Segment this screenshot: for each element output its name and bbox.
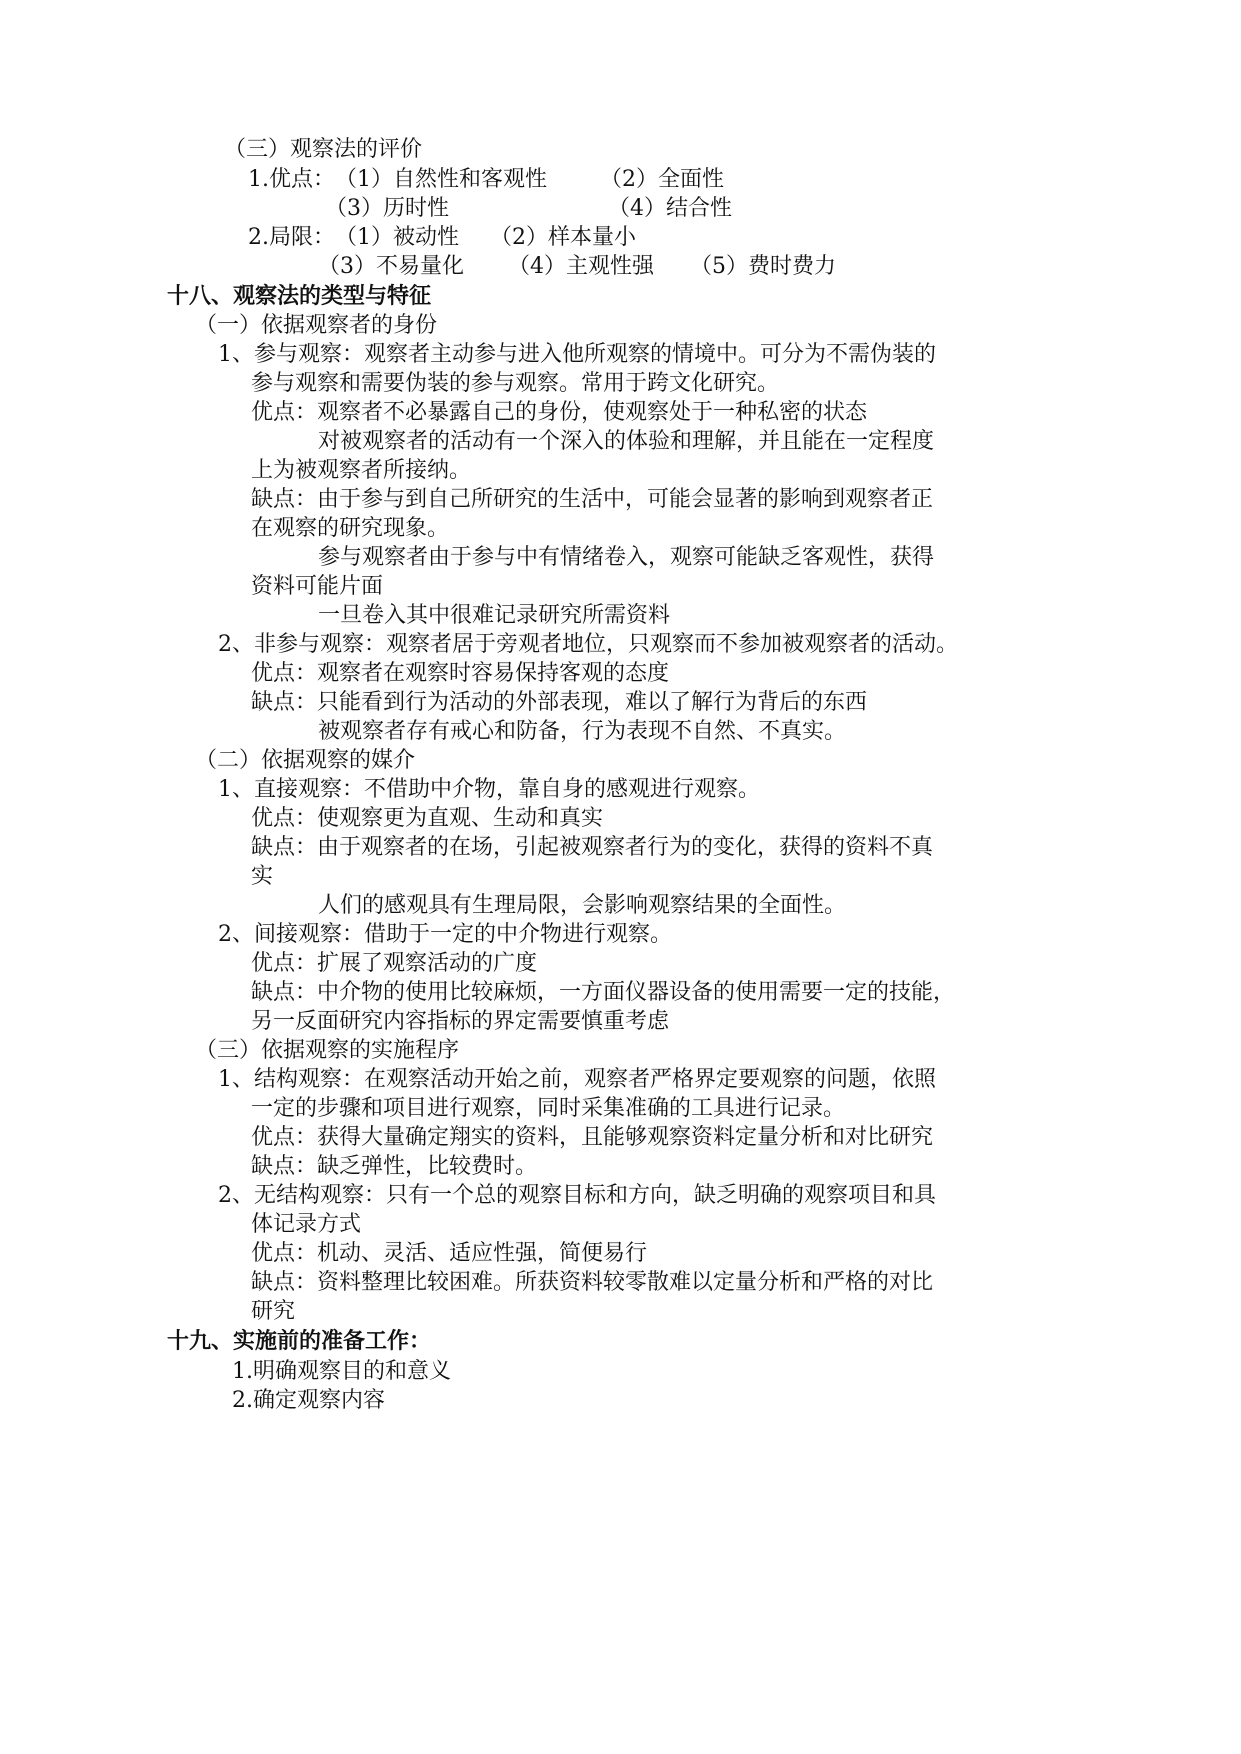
merits-label: 1.优点： xyxy=(248,167,335,192)
disadvantage-line: 资料可能片面 xyxy=(251,574,384,599)
advantage-line: 优点：获得大量确定翔实的资料，且能够观察资料定量分析和对比研究 xyxy=(251,1125,934,1150)
limits-row-1 xyxy=(248,222,459,254)
list-item: 1.明确观察目的和意义 xyxy=(232,1359,451,1384)
paragraph-line: 一定的步骤和项目进行观察，同时采集准确的工具进行记录。 xyxy=(251,1096,846,1121)
paragraph-line: 2、非参与观察：观察者居于旁观者地位，只观察而不参加被观察者的活动。 xyxy=(218,632,958,657)
paragraph-line: 2、间接观察：借助于一定的中介物进行观察。 xyxy=(218,922,672,947)
limit-item: （4）主观性强 xyxy=(508,254,654,279)
disadvantage-line: 人们的感观具有生理局限，会影响观察结果的全面性。 xyxy=(318,893,847,918)
chapter-heading-19: 十九、实施前的准备工作： xyxy=(167,1329,432,1354)
paragraph-line: 1、直接观察：不借助中介物，靠自身的感观进行观察。 xyxy=(218,777,760,802)
disadvantage-line: 一旦卷入其中很难记录研究所需资料 xyxy=(318,603,671,628)
advantage-line: 优点：扩展了观察活动的广度 xyxy=(251,951,538,976)
disadvantage-line: 缺点：缺乏弹性，比较费时。 xyxy=(251,1154,538,1179)
advantage-line: 上为被观察者所接纳。 xyxy=(251,458,472,483)
limits-label: 2.局限： xyxy=(248,225,335,250)
advantage-line: 对被观察者的活动有一个深入的体验和理解，并且能在一定程度 xyxy=(318,429,935,454)
advantage-line: 优点：观察者在观察时容易保持客观的态度 xyxy=(251,661,670,686)
disadvantage-line: 缺点：由于观察者的在场，引起被观察者行为的变化，获得的资料不真 xyxy=(251,835,934,860)
paragraph-line: 参与观察和需要伪装的参与观察。常用于跨文化研究。 xyxy=(251,371,780,396)
advantage-line: 优点：使观察更为直观、生动和真实 xyxy=(251,806,604,831)
limit-item: （2）样本量小 xyxy=(490,225,636,250)
chapter-heading-18: 十八、观察法的类型与特征 xyxy=(167,284,432,309)
limit-item: （3）不易量化 xyxy=(318,254,464,279)
subsection-heading: （三）依据观察的实施程序 xyxy=(195,1038,460,1063)
disadvantage-line: 缺点：资料整理比较困难。所获资料较零散难以定量分析和严格的对比 xyxy=(251,1270,934,1295)
disadvantage-line: 实 xyxy=(251,864,274,889)
disadvantage-line: 缺点：中介物的使用比较麻烦，一方面仪器设备的使用需要一定的技能， xyxy=(251,980,956,1005)
disadvantage-line: 另一反面研究内容指标的界定需要慎重考虑 xyxy=(251,1009,670,1034)
section-heading-evaluation: （三）观察法的评价 xyxy=(224,137,423,162)
paragraph-line: 2、无结构观察：只有一个总的观察目标和方向，缺乏明确的观察项目和具 xyxy=(218,1183,936,1208)
paragraph-line: 体记录方式 xyxy=(251,1212,362,1237)
merit-item: （4）结合性 xyxy=(608,196,732,221)
disadvantage-line: 缺点：只能看到行为活动的外部表现，难以了解行为背后的东西 xyxy=(251,690,868,715)
merits-row-1 xyxy=(248,164,547,196)
disadvantage-line: 参与观察者由于参与中有情绪卷入，观察可能缺乏客观性，获得 xyxy=(318,545,935,570)
subsection-heading: （二）依据观察的媒介 xyxy=(195,748,416,773)
merit-item: （2）全面性 xyxy=(600,167,724,192)
merit-item: （1）自然性和客观性 xyxy=(335,167,547,192)
limit-item: （1）被动性 xyxy=(335,225,459,250)
disadvantage-line: 被观察者存有戒心和防备，行为表现不自然、不真实。 xyxy=(318,719,847,744)
paragraph-line: 1、参与观察：观察者主动参与进入他所观察的情境中。可分为不需伪装的 xyxy=(218,342,936,367)
limit-item: （5）费时费力 xyxy=(690,254,836,279)
advantage-line: 优点：观察者不必暴露自己的身份，使观察处于一种私密的状态 xyxy=(251,400,868,425)
list-item: 2.确定观察内容 xyxy=(232,1388,385,1413)
disadvantage-line: 缺点：由于参与到自己所研究的生活中，可能会显著的影响到观察者正 xyxy=(251,487,934,512)
disadvantage-line: 在观察的研究现象。 xyxy=(251,516,450,541)
paragraph-line: 1、结构观察：在观察活动开始之前，观察者严格界定要观察的问题，依照 xyxy=(218,1067,936,1092)
disadvantage-line: 研究 xyxy=(251,1299,296,1324)
advantage-line: 优点：机动、灵活、适应性强，简便易行 xyxy=(251,1241,648,1266)
subsection-heading: （一）依据观察者的身份 xyxy=(195,313,438,338)
merit-item: （3）历时性 xyxy=(325,196,449,221)
